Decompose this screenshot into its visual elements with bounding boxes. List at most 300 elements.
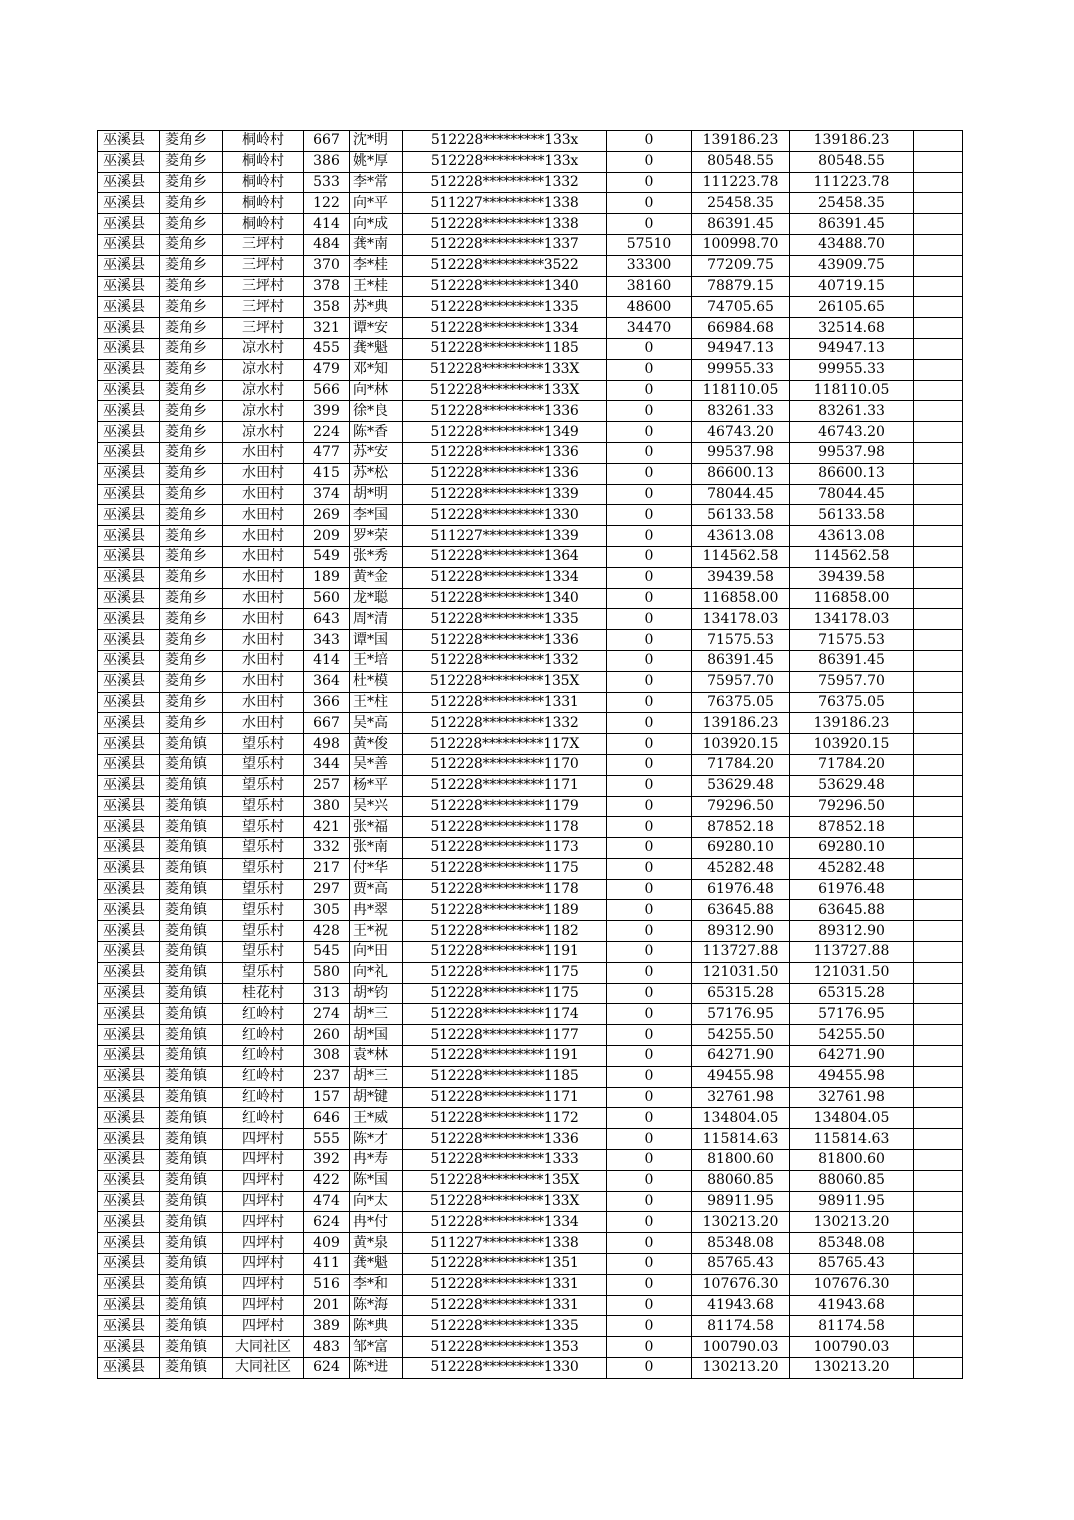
cell-id-number: 512228*********3522 xyxy=(403,255,607,276)
table-row xyxy=(98,817,963,838)
table-row xyxy=(98,1316,963,1337)
cell-id-number: 512228*********1178 xyxy=(403,817,607,838)
cell-town: 菱角镇 xyxy=(160,1316,223,1337)
cell-name: 胡*明 xyxy=(350,484,403,505)
cell-county: 巫溪县 xyxy=(98,838,160,859)
cell-deduction: 0 xyxy=(607,1025,692,1046)
cell-town: 菱角乡 xyxy=(160,193,223,214)
cell-subsidy: 81800.60 xyxy=(692,1150,790,1171)
cell-id-number: 512228*********1340 xyxy=(403,276,607,297)
cell-payable: 32514.68 xyxy=(790,318,914,339)
cell-county: 巫溪县 xyxy=(98,1025,160,1046)
cell-subsidy: 81174.58 xyxy=(692,1316,790,1337)
cell-village: 水田村 xyxy=(223,692,304,713)
cell-county: 巫溪县 xyxy=(98,692,160,713)
cell-subsidy: 76375.05 xyxy=(692,692,790,713)
cell-id-number: 512228*********133x xyxy=(403,151,607,172)
cell-subsidy: 69280.10 xyxy=(692,838,790,859)
cell-town: 菱角乡 xyxy=(160,297,223,318)
cell-payable: 78044.45 xyxy=(790,484,914,505)
cell-payable: 134178.03 xyxy=(790,609,914,630)
cell-name: 杨*平 xyxy=(350,775,403,796)
cell-village: 四坪村 xyxy=(223,1316,304,1337)
table-row xyxy=(98,1087,963,1108)
cell-village: 水田村 xyxy=(223,630,304,651)
cell-deduction: 0 xyxy=(607,962,692,983)
cell-county: 巫溪县 xyxy=(98,1108,160,1129)
table-row xyxy=(98,1004,963,1025)
cell-subsidy: 39439.58 xyxy=(692,567,790,588)
cell-note xyxy=(914,546,963,567)
cell-town: 菱角乡 xyxy=(160,567,223,588)
table-row xyxy=(98,380,963,401)
cell-note xyxy=(914,817,963,838)
cell-subsidy: 80548.55 xyxy=(692,151,790,172)
cell-deduction: 0 xyxy=(607,1295,692,1316)
cell-note xyxy=(914,1170,963,1191)
cell-id-number: 512228*********1332 xyxy=(403,172,607,193)
cell-town: 菱角镇 xyxy=(160,817,223,838)
table-row xyxy=(98,546,963,567)
cell-note xyxy=(914,838,963,859)
cell-village: 望乐村 xyxy=(223,775,304,796)
cell-area: 157 xyxy=(304,1087,350,1108)
table-row xyxy=(98,1191,963,1212)
cell-town: 菱角镇 xyxy=(160,838,223,859)
cell-payable: 32761.98 xyxy=(790,1087,914,1108)
cell-deduction: 0 xyxy=(607,754,692,775)
cell-area: 308 xyxy=(304,1046,350,1067)
cell-area: 392 xyxy=(304,1150,350,1171)
cell-id-number: 512228*********1173 xyxy=(403,838,607,859)
cell-area: 667 xyxy=(304,131,350,152)
cell-name: 邹*富 xyxy=(350,1337,403,1358)
cell-name: 邓*知 xyxy=(350,359,403,380)
cell-town: 菱角乡 xyxy=(160,151,223,172)
cell-town: 菱角镇 xyxy=(160,1066,223,1087)
cell-deduction: 0 xyxy=(607,1358,692,1379)
table-row xyxy=(98,796,963,817)
cell-town: 菱角乡 xyxy=(160,526,223,547)
table-row xyxy=(98,921,963,942)
table-row xyxy=(98,734,963,755)
cell-village: 红岭村 xyxy=(223,1108,304,1129)
cell-county: 巫溪县 xyxy=(98,1170,160,1191)
cell-id-number: 512228*********1335 xyxy=(403,1316,607,1337)
cell-name: 苏*松 xyxy=(350,463,403,484)
cell-id-number: 512228*********1334 xyxy=(403,318,607,339)
cell-deduction: 0 xyxy=(607,879,692,900)
cell-subsidy: 65315.28 xyxy=(692,983,790,1004)
cell-area: 274 xyxy=(304,1004,350,1025)
cell-subsidy: 99955.33 xyxy=(692,359,790,380)
cell-subsidy: 32761.98 xyxy=(692,1087,790,1108)
cell-subsidy: 103920.15 xyxy=(692,734,790,755)
cell-id-number: 512228*********133X xyxy=(403,359,607,380)
cell-name: 贾*高 xyxy=(350,879,403,900)
cell-county: 巫溪县 xyxy=(98,505,160,526)
cell-name: 陈*进 xyxy=(350,1358,403,1379)
cell-name: 陈*才 xyxy=(350,1129,403,1150)
cell-payable: 65315.28 xyxy=(790,983,914,1004)
table-row xyxy=(98,630,963,651)
cell-subsidy: 56133.58 xyxy=(692,505,790,526)
cell-village: 凉水村 xyxy=(223,422,304,443)
cell-town: 菱角乡 xyxy=(160,671,223,692)
cell-village: 水田村 xyxy=(223,609,304,630)
cell-town: 菱角镇 xyxy=(160,858,223,879)
cell-area: 484 xyxy=(304,234,350,255)
cell-area: 297 xyxy=(304,879,350,900)
cell-name: 付*华 xyxy=(350,858,403,879)
cell-note xyxy=(914,713,963,734)
cell-id-number: 512228*********1330 xyxy=(403,1358,607,1379)
cell-village: 四坪村 xyxy=(223,1274,304,1295)
cell-town: 菱角镇 xyxy=(160,1025,223,1046)
cell-county: 巫溪县 xyxy=(98,1066,160,1087)
cell-id-number: 512228*********1335 xyxy=(403,609,607,630)
cell-payable: 83261.33 xyxy=(790,401,914,422)
cell-name: 向*太 xyxy=(350,1191,403,1212)
cell-name: 谭*国 xyxy=(350,630,403,651)
cell-note xyxy=(914,942,963,963)
cell-subsidy: 87852.18 xyxy=(692,817,790,838)
cell-payable: 45282.48 xyxy=(790,858,914,879)
cell-subsidy: 139186.23 xyxy=(692,713,790,734)
cell-town: 菱角镇 xyxy=(160,1295,223,1316)
cell-id-number: 512228*********1339 xyxy=(403,484,607,505)
cell-note xyxy=(914,671,963,692)
cell-town: 菱角乡 xyxy=(160,338,223,359)
cell-deduction: 0 xyxy=(607,650,692,671)
cell-deduction: 0 xyxy=(607,526,692,547)
cell-id-number: 512228*********1338 xyxy=(403,214,607,235)
cell-id-number: 512228*********1351 xyxy=(403,1254,607,1275)
cell-name: 谭*安 xyxy=(350,318,403,339)
cell-payable: 88060.85 xyxy=(790,1170,914,1191)
cell-note xyxy=(914,318,963,339)
cell-note xyxy=(914,1295,963,1316)
cell-payable: 75957.70 xyxy=(790,671,914,692)
cell-village: 桐岭村 xyxy=(223,214,304,235)
cell-town: 菱角乡 xyxy=(160,650,223,671)
cell-county: 巫溪县 xyxy=(98,588,160,609)
cell-id-number: 511227*********1338 xyxy=(403,193,607,214)
cell-subsidy: 86600.13 xyxy=(692,463,790,484)
cell-deduction: 0 xyxy=(607,609,692,630)
table-row xyxy=(98,484,963,505)
cell-name: 陈*国 xyxy=(350,1170,403,1191)
cell-note xyxy=(914,1150,963,1171)
cell-name: 向*林 xyxy=(350,380,403,401)
table-row xyxy=(98,1046,963,1067)
cell-deduction: 0 xyxy=(607,1274,692,1295)
cell-village: 三坪村 xyxy=(223,276,304,297)
cell-note xyxy=(914,1358,963,1379)
cell-deduction: 0 xyxy=(607,775,692,796)
cell-area: 399 xyxy=(304,401,350,422)
cell-area: 477 xyxy=(304,442,350,463)
cell-id-number: 512228*********1331 xyxy=(403,1274,607,1295)
cell-name: 李*和 xyxy=(350,1274,403,1295)
cell-town: 菱角乡 xyxy=(160,214,223,235)
cell-note xyxy=(914,983,963,1004)
cell-deduction: 0 xyxy=(607,359,692,380)
cell-area: 580 xyxy=(304,962,350,983)
cell-county: 巫溪县 xyxy=(98,1212,160,1233)
cell-town: 菱角镇 xyxy=(160,734,223,755)
table-row xyxy=(98,442,963,463)
cell-id-number: 512228*********1191 xyxy=(403,1046,607,1067)
cell-id-number: 512228*********1336 xyxy=(403,463,607,484)
cell-note xyxy=(914,650,963,671)
cell-payable: 86391.45 xyxy=(790,650,914,671)
cell-id-number: 512228*********1172 xyxy=(403,1108,607,1129)
cell-id-number: 512228*********1185 xyxy=(403,338,607,359)
cell-deduction: 57510 xyxy=(607,234,692,255)
cell-village: 桂花村 xyxy=(223,983,304,1004)
cell-village: 三坪村 xyxy=(223,297,304,318)
cell-county: 巫溪县 xyxy=(98,567,160,588)
cell-subsidy: 66984.68 xyxy=(692,318,790,339)
table-row xyxy=(98,463,963,484)
cell-county: 巫溪县 xyxy=(98,1233,160,1254)
cell-subsidy: 79296.50 xyxy=(692,796,790,817)
cell-area: 411 xyxy=(304,1254,350,1275)
cell-id-number: 512228*********1336 xyxy=(403,442,607,463)
cell-area: 498 xyxy=(304,734,350,755)
cell-payable: 41943.68 xyxy=(790,1295,914,1316)
cell-id-number: 512228*********1353 xyxy=(403,1337,607,1358)
table-row xyxy=(98,1274,963,1295)
cell-deduction: 0 xyxy=(607,796,692,817)
cell-name: 苏*安 xyxy=(350,442,403,463)
cell-town: 菱角镇 xyxy=(160,1150,223,1171)
cell-note xyxy=(914,567,963,588)
cell-payable: 57176.95 xyxy=(790,1004,914,1025)
cell-deduction: 0 xyxy=(607,422,692,443)
cell-subsidy: 77209.75 xyxy=(692,255,790,276)
cell-id-number: 512228*********1333 xyxy=(403,1150,607,1171)
cell-payable: 69280.10 xyxy=(790,838,914,859)
cell-village: 四坪村 xyxy=(223,1212,304,1233)
cell-village: 望乐村 xyxy=(223,734,304,755)
cell-county: 巫溪县 xyxy=(98,484,160,505)
cell-village: 望乐村 xyxy=(223,817,304,838)
cell-id-number: 512228*********1171 xyxy=(403,1087,607,1108)
cell-note xyxy=(914,131,963,152)
cell-id-number: 512228*********1332 xyxy=(403,650,607,671)
cell-county: 巫溪县 xyxy=(98,1295,160,1316)
cell-town: 菱角镇 xyxy=(160,983,223,1004)
cell-payable: 71784.20 xyxy=(790,754,914,775)
table-row xyxy=(98,942,963,963)
cell-town: 菱角乡 xyxy=(160,692,223,713)
cell-area: 545 xyxy=(304,942,350,963)
table-row xyxy=(98,318,963,339)
cell-village: 四坪村 xyxy=(223,1170,304,1191)
cell-subsidy: 85348.08 xyxy=(692,1233,790,1254)
table-row xyxy=(98,1358,963,1379)
cell-name: 张*南 xyxy=(350,838,403,859)
table-row xyxy=(98,879,963,900)
cell-subsidy: 100998.70 xyxy=(692,234,790,255)
cell-payable: 103920.15 xyxy=(790,734,914,755)
cell-county: 巫溪县 xyxy=(98,338,160,359)
cell-payable: 43613.08 xyxy=(790,526,914,547)
cell-area: 643 xyxy=(304,609,350,630)
cell-town: 菱角乡 xyxy=(160,276,223,297)
cell-name: 苏*典 xyxy=(350,297,403,318)
cell-county: 巫溪县 xyxy=(98,131,160,152)
cell-note xyxy=(914,276,963,297)
cell-note xyxy=(914,1087,963,1108)
cell-county: 巫溪县 xyxy=(98,879,160,900)
cell-county: 巫溪县 xyxy=(98,921,160,942)
cell-payable: 86600.13 xyxy=(790,463,914,484)
cell-area: 217 xyxy=(304,858,350,879)
cell-payable: 53629.48 xyxy=(790,775,914,796)
cell-note xyxy=(914,1337,963,1358)
cell-village: 四坪村 xyxy=(223,1191,304,1212)
cell-village: 凉水村 xyxy=(223,401,304,422)
cell-town: 菱角乡 xyxy=(160,318,223,339)
cell-subsidy: 86391.45 xyxy=(692,214,790,235)
cell-area: 257 xyxy=(304,775,350,796)
table-row xyxy=(98,858,963,879)
cell-note xyxy=(914,1046,963,1067)
cell-area: 189 xyxy=(304,567,350,588)
cell-subsidy: 107676.30 xyxy=(692,1274,790,1295)
cell-area: 343 xyxy=(304,630,350,651)
cell-payable: 99955.33 xyxy=(790,359,914,380)
cell-town: 菱角镇 xyxy=(160,796,223,817)
cell-town: 菱角镇 xyxy=(160,1358,223,1379)
table-row xyxy=(98,338,963,359)
cell-name: 胡*钧 xyxy=(350,983,403,1004)
cell-name: 王*培 xyxy=(350,650,403,671)
cell-note xyxy=(914,775,963,796)
table-row xyxy=(98,609,963,630)
cell-area: 237 xyxy=(304,1066,350,1087)
table-row xyxy=(98,1212,963,1233)
cell-county: 巫溪县 xyxy=(98,1046,160,1067)
cell-name: 胡*键 xyxy=(350,1087,403,1108)
cell-county: 巫溪县 xyxy=(98,442,160,463)
cell-name: 吴*高 xyxy=(350,713,403,734)
cell-payable: 71575.53 xyxy=(790,630,914,651)
cell-note xyxy=(914,422,963,443)
cell-name: 王*柱 xyxy=(350,692,403,713)
cell-payable: 56133.58 xyxy=(790,505,914,526)
cell-area: 224 xyxy=(304,422,350,443)
cell-deduction: 0 xyxy=(607,172,692,193)
cell-area: 321 xyxy=(304,318,350,339)
cell-note xyxy=(914,526,963,547)
cell-county: 巫溪县 xyxy=(98,609,160,630)
cell-county: 巫溪县 xyxy=(98,297,160,318)
cell-area: 370 xyxy=(304,255,350,276)
cell-area: 483 xyxy=(304,1337,350,1358)
cell-county: 巫溪县 xyxy=(98,1337,160,1358)
cell-payable: 61976.48 xyxy=(790,879,914,900)
cell-name: 李*常 xyxy=(350,172,403,193)
cell-village: 望乐村 xyxy=(223,942,304,963)
cell-deduction: 0 xyxy=(607,734,692,755)
cell-name: 李*桂 xyxy=(350,255,403,276)
cell-id-number: 512228*********133X xyxy=(403,1191,607,1212)
table-row xyxy=(98,151,963,172)
cell-town: 菱角乡 xyxy=(160,442,223,463)
cell-name: 王*祝 xyxy=(350,921,403,942)
cell-village: 水田村 xyxy=(223,442,304,463)
cell-name: 姚*厚 xyxy=(350,151,403,172)
cell-county: 巫溪县 xyxy=(98,942,160,963)
cell-subsidy: 94947.13 xyxy=(692,338,790,359)
cell-name: 黄*金 xyxy=(350,567,403,588)
cell-deduction: 0 xyxy=(607,505,692,526)
cell-name: 张*福 xyxy=(350,817,403,838)
cell-note xyxy=(914,1004,963,1025)
cell-note xyxy=(914,359,963,380)
table-row xyxy=(98,172,963,193)
cell-id-number: 512228*********1175 xyxy=(403,983,607,1004)
cell-area: 305 xyxy=(304,900,350,921)
cell-county: 巫溪县 xyxy=(98,900,160,921)
table-row xyxy=(98,962,963,983)
cell-area: 332 xyxy=(304,838,350,859)
cell-subsidy: 71784.20 xyxy=(692,754,790,775)
cell-id-number: 512228*********1189 xyxy=(403,900,607,921)
cell-id-number: 512228*********1334 xyxy=(403,1212,607,1233)
cell-payable: 25458.35 xyxy=(790,193,914,214)
cell-village: 大同社区 xyxy=(223,1358,304,1379)
cell-village: 水田村 xyxy=(223,671,304,692)
cell-subsidy: 88060.85 xyxy=(692,1170,790,1191)
cell-note xyxy=(914,630,963,651)
cell-deduction: 0 xyxy=(607,484,692,505)
cell-subsidy: 130213.20 xyxy=(692,1358,790,1379)
cell-area: 646 xyxy=(304,1108,350,1129)
cell-village: 水田村 xyxy=(223,713,304,734)
cell-area: 374 xyxy=(304,484,350,505)
cell-area: 389 xyxy=(304,1316,350,1337)
cell-id-number: 512228*********1349 xyxy=(403,422,607,443)
table-row xyxy=(98,422,963,443)
cell-note xyxy=(914,234,963,255)
cell-area: 455 xyxy=(304,338,350,359)
cell-note xyxy=(914,692,963,713)
cell-deduction: 0 xyxy=(607,588,692,609)
cell-village: 水田村 xyxy=(223,650,304,671)
cell-note xyxy=(914,463,963,484)
cell-village: 凉水村 xyxy=(223,380,304,401)
cell-village: 三坪村 xyxy=(223,318,304,339)
cell-deduction: 38160 xyxy=(607,276,692,297)
cell-county: 巫溪县 xyxy=(98,1274,160,1295)
cell-id-number: 512228*********1175 xyxy=(403,962,607,983)
cell-payable: 100790.03 xyxy=(790,1337,914,1358)
cell-note xyxy=(914,1274,963,1295)
cell-name: 陈*典 xyxy=(350,1316,403,1337)
cell-name: 杜*模 xyxy=(350,671,403,692)
cell-name: 袁*林 xyxy=(350,1046,403,1067)
table-row xyxy=(98,775,963,796)
cell-deduction: 0 xyxy=(607,567,692,588)
cell-name: 吴*兴 xyxy=(350,796,403,817)
table-row xyxy=(98,588,963,609)
table-row xyxy=(98,1025,963,1046)
